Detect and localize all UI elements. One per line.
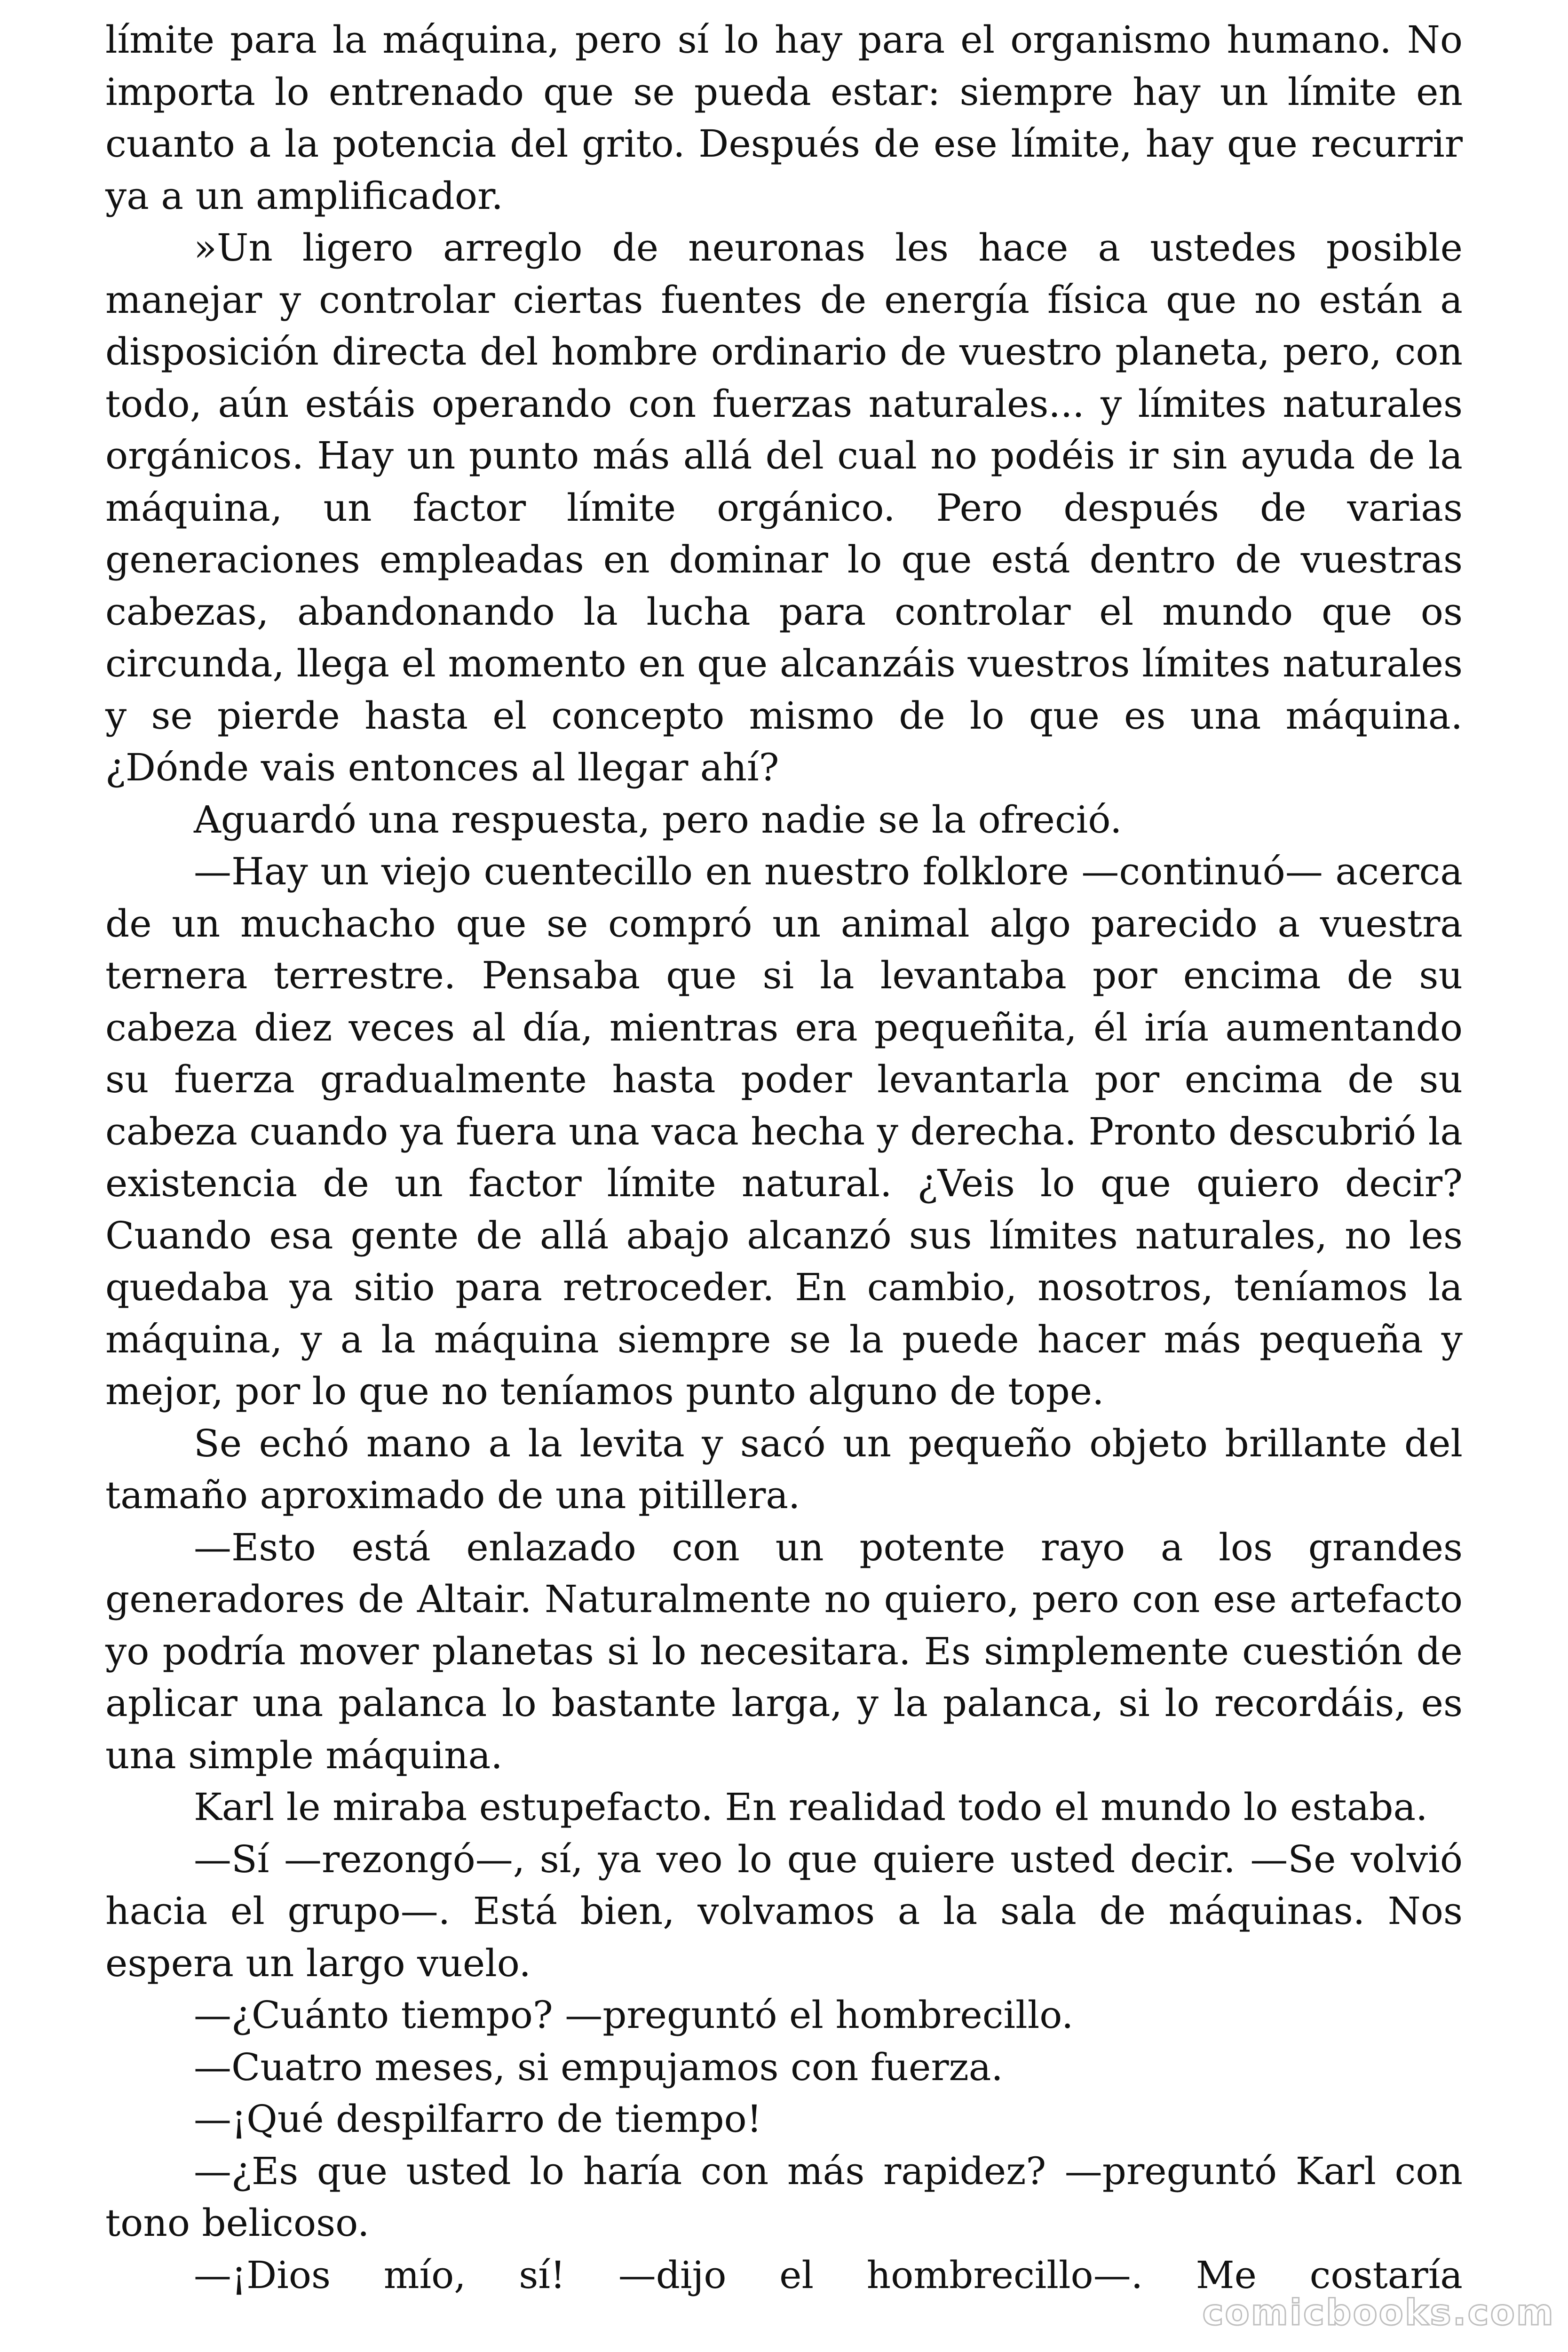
paragraph: Se echó mano a la levita y sacó un pequeño objeto brillante del tamaño aproximado de una pitillera. [105,1421,1463,1517]
paragraph: límite para la máquina, pero sí lo hay para el organismo humano. No importa lo entrenado que se pueda estar: siempre hay un límite en cuanto a la potencia del grito. Después de ese límite, hay que recurrir ya a un amplificador. [105,18,1463,218]
paragraph: Karl le miraba estupefacto. En realidad todo el mundo lo estaba. [194,1785,1428,1829]
paragraph: —Esto está enlazado con un potente rayo a los grandes generadores de Altair. Naturalmente no quiero, pero con ese artefacto yo podría mover planetas si lo necesitara. Es simplemente cuestión de aplicar una palanca lo bastante larga, y la palanca, si lo recordáis, es una simple máquina. [105,1525,1463,1777]
paragraph: Aguardó una respuesta, pero nadie se la ofreció. [194,797,1122,842]
paragraph: —Sí —rezongó—, sí, ya veo lo que quiere usted decir. —Se volvió hacia el grupo—. Está bien, volvamos a la sala de máquinas. Nos espera un largo vuelo. [105,1837,1463,1985]
paragraph: —¿Cuánto tiempo? —preguntó el hombrecillo. [194,1993,1074,2037]
paragraph: »Un ligero arreglo de neuronas les hace a ustedes posible manejar y controlar ciertas fuentes de energía física que no están a disposición directa del hombre ordinario de vuestro planeta, pero, con todo, aún estáis operando con fuerzas naturales... y límites naturales orgánicos. Hay un punto más allá del cual no podéis ir sin ayuda de la máquina, un factor límite orgánico. Pero después de varias generaciones empleadas en dominar lo que está dentro de vuestras cabezas, abandonando la lucha para controlar el mundo que os circunda, llega el momento en que alcanzáis vuestros límites naturales y se pierde hasta el concepto mismo de lo que es una máquina. ¿Dónde vais entonces al llegar ahí? [105,226,1463,789]
watermark: comicbooks.com [1202,2291,1555,2333]
paragraph: —¿Es que usted lo haría con más rapidez? —preguntó Karl con tono belicoso. [105,2149,1463,2245]
paragraph: —¡Dios mío, sí! —dijo el hombrecillo—. Me costaría [194,2253,1463,2297]
paragraph: —Cuatro meses, si empujamos con fuerza. [194,2045,1003,2089]
paragraph: —¡Qué despilfarro de tiempo! [194,2097,762,2141]
paragraph: —Hay un viejo cuentecillo en nuestro folklore —continuó— acerca de un muchacho que se compró un animal algo parecido a vuestra ternera terrestre. Pensaba que si la levantaba por encima de su cabeza diez veces al día, mientras era pequeñita, él iría aumentando su fuerza gradualmente hasta poder levantarla por encima de su cabeza cuando ya fuera una vaca hecha y derecha. Pronto descubrió la existencia de un factor límite natural. ¿Veis lo que quiero decir? Cuando esa gente de allá abajo alcanzó sus límites naturales, no les quedaba ya sitio para retroceder. En cambio, nosotros, teníamos la máquina, y a la máquina siempre se la puede hacer más pequeña y mejor, por lo que no teníamos punto alguno de tope. [105,850,1463,1413]
book-page [105,14,1463,2343]
